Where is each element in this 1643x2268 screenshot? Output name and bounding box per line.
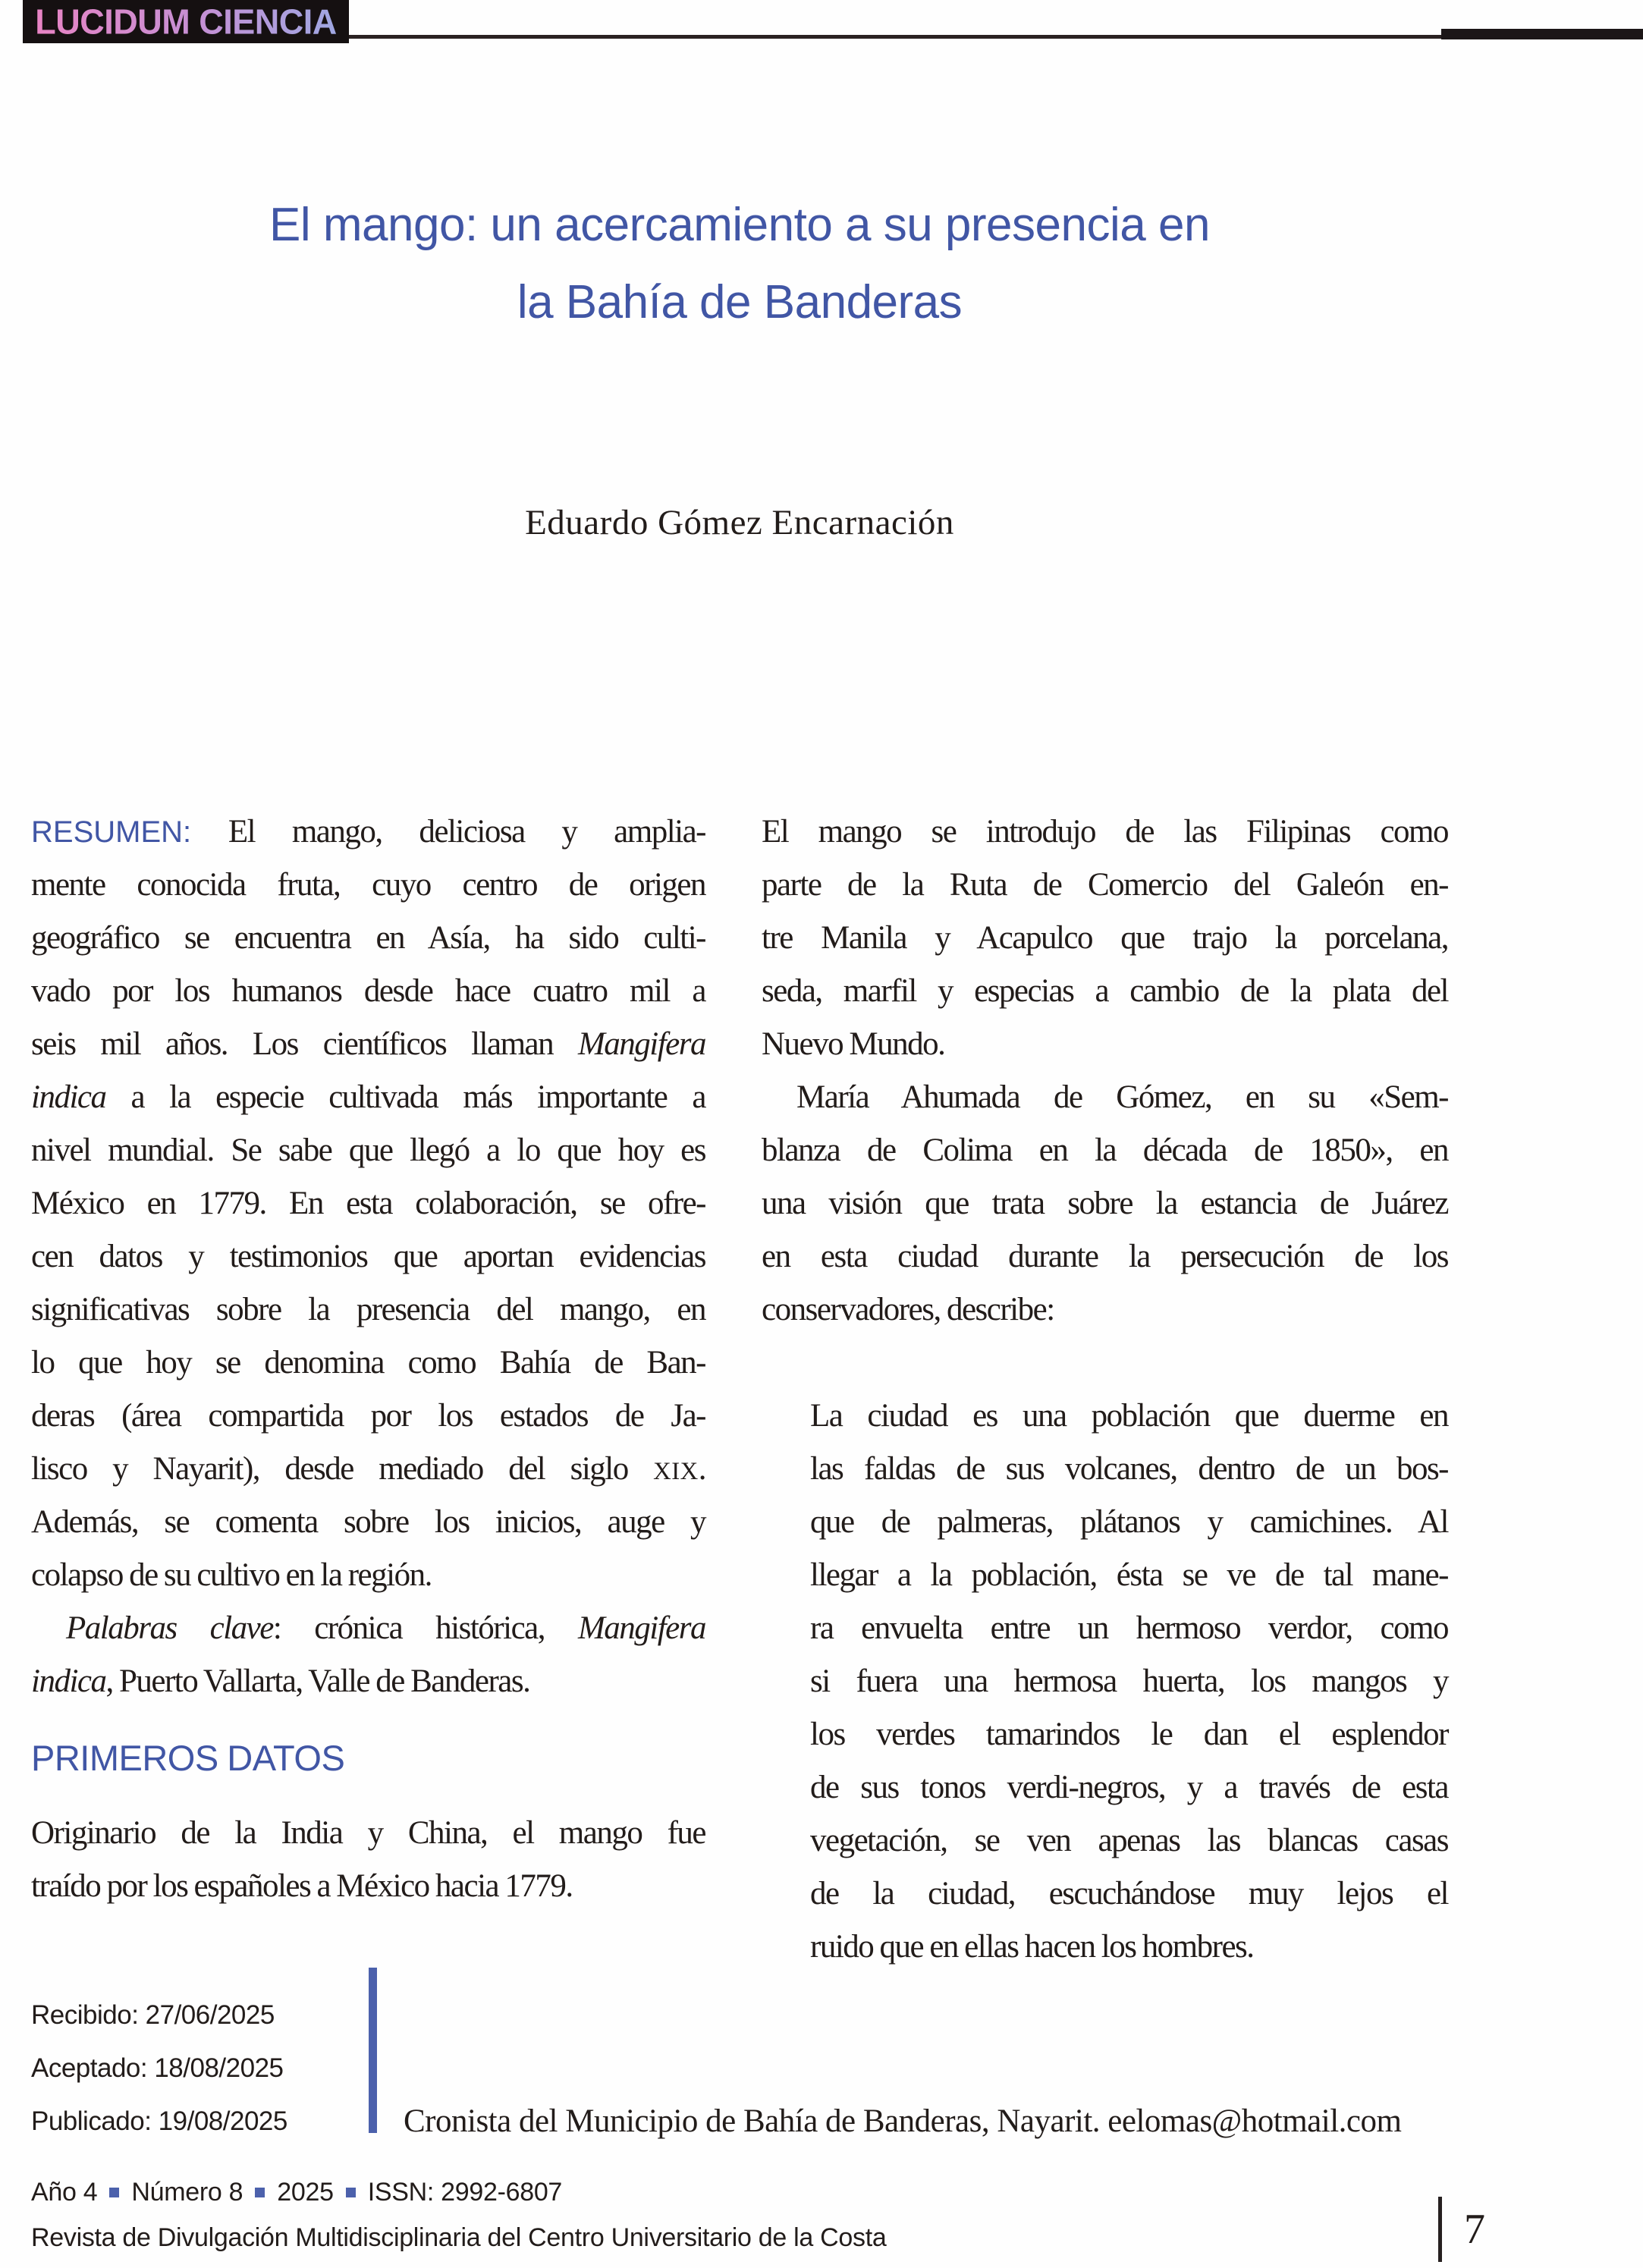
page-number: 7 [1464, 2206, 1485, 2253]
section-heading: PRIMEROS DATOS [31, 1738, 345, 1778]
square-bullet-icon [255, 2188, 265, 2197]
text-line: conservadores, describe: [762, 1292, 1054, 1327]
square-bullet-icon [346, 2188, 356, 2197]
journal-name: Revista de Divulgación Multidisciplinaria del Centro Universitario de la Costa [31, 2223, 887, 2252]
paragraph [31, 1807, 705, 1913]
text-line: que de palmeras, plátanos y camichines. Al [810, 1504, 1448, 1540]
text-line: de la ciudad, escuchándose muy lejos el [810, 1876, 1448, 1911]
text-line: geográfico se encuentra en Asía, ha sido culti- [31, 920, 705, 956]
text-line: vado por los humanos desde hace cuatro mil a [31, 973, 705, 1009]
text-line: El mango se introdujo de las Filipinas como [762, 814, 1448, 850]
masthead-rule-end [1441, 29, 1643, 39]
article-author: Eduardo Gómez Encarnación [525, 503, 954, 542]
square-bullet-icon [109, 2188, 119, 2197]
article-title-line-2: la Bahía de Banderas [517, 276, 963, 328]
page-number-divider [1438, 2197, 1442, 2262]
column-left [31, 806, 705, 1913]
text-line: los verdes tamarindos le dan el esplendor [810, 1717, 1448, 1752]
text-line: si fuera una hermosa huerta, los mangos y [810, 1663, 1448, 1699]
footer-meta-item: ISSN: 2992-6807 [367, 2177, 563, 2207]
text-line: Además, se comenta sobre los inicios, auge y [31, 1504, 705, 1540]
text-line: en esta ciudad durante la persecución de los [762, 1239, 1448, 1274]
footer-meta-item: Año 4 [31, 2177, 98, 2207]
text-line: La ciudad es una población que duerme en [810, 1398, 1448, 1434]
text-line: colapso de su cultivo en la región. [31, 1557, 432, 1593]
text-line: lo que hoy se denomina como Bahía de Ban- [31, 1345, 705, 1381]
paragraph [31, 1602, 705, 1708]
masthead-logo-box [23, 0, 349, 43]
footnote-dates [31, 1989, 287, 2148]
paragraph [31, 806, 705, 1602]
footer-meta-item: 2025 [277, 2177, 334, 2207]
text-line: ra envuelta entre un hermoso verdor, como [810, 1610, 1448, 1646]
text-line: indica a la especie cultivada más importante a [31, 1079, 705, 1115]
footer-meta-item: Número 8 [131, 2177, 243, 2207]
article-title-line-1: El mango: un acercamiento a su presencia en [269, 199, 1210, 251]
accepted-date: Aceptado: 18/08/2025 [31, 2053, 284, 2083]
text-line: vegetación, se ven apenas las blancas casas [810, 1823, 1448, 1858]
footnote-divider [369, 1968, 377, 2133]
text-line: María Ahumada de Gómez, en su «Sem- [796, 1079, 1448, 1115]
received-date: Recibido: 27/06/2025 [31, 2000, 275, 2030]
text-line: Nuevo Mundo. [762, 1026, 945, 1062]
text-line: de sus tonos verdi-negros, y a través de esta [810, 1770, 1448, 1805]
text-line: México en 1779. En esta colaboración, se ofre- [31, 1186, 705, 1221]
text-line: una visión que trata sobre la estancia de Juárez [762, 1186, 1448, 1221]
text-line: significativas sobre la presencia del mango, en [31, 1292, 705, 1327]
text-line: traído por los españoles a México hacia 1779. [31, 1868, 573, 1904]
text-line: indica, Puerto Vallarta, Valle de Banderas. [31, 1663, 530, 1699]
small-caps: XIX [653, 1458, 699, 1485]
text-line: RESUMEN: El mango, deliciosa y amplia- [31, 814, 705, 850]
column-right [762, 806, 1448, 1974]
text-line: nivel mundial. Se sabe que llegó a lo que hoy es [31, 1132, 705, 1168]
text-line: Originario de la India y China, el mango fue [31, 1815, 705, 1851]
paragraph [762, 1071, 1448, 1337]
article-title [31, 187, 1448, 341]
text-line: lisco y Nayarit), desde mediado del siglo XIX. [31, 1451, 705, 1487]
text-line: Palabras clave: crónica histórica, Mangifera [66, 1610, 705, 1646]
text-line: cen datos y testimonios que aportan evidencias [31, 1239, 705, 1274]
text-line: parte de la Ruta de Comercio del Galeón en- [762, 867, 1448, 903]
text-line: seda, marfil y especias a cambio de la plata del [762, 973, 1448, 1009]
block-quote [810, 1390, 1448, 1974]
text-line: tre Manila y Acapulco que trajo la porcelana, [762, 920, 1448, 956]
journal-logo: LUCIDUM CIENCIA [35, 1, 337, 42]
text-line: deras (área compartida por los estados de Ja- [31, 1398, 705, 1434]
author-credit: Cronista del Municipio de Bahía de Banderas, Nayarit. eelomas@hotmail.com [404, 2103, 1402, 2139]
paragraph [762, 806, 1448, 1071]
text-line: ruido que en ellas hacen los hombres. [810, 1929, 1254, 1965]
text-line: llegar a la población, ésta se ve de tal mane- [810, 1557, 1448, 1593]
section-label: RESUMEN: [31, 815, 192, 849]
text-line: mente conocida fruta, cuyo centro de origen [31, 867, 705, 903]
text-line: las faldas de sus volcanes, dentro de un bos- [810, 1451, 1448, 1487]
published-date: Publicado: 19/08/2025 [31, 2106, 287, 2136]
footer-meta [31, 2171, 562, 2213]
text-line: seis mil años. Los científicos llaman Mangifera [31, 1026, 705, 1062]
text-line: blanza de Colima en la década de 1850», en [762, 1132, 1448, 1168]
